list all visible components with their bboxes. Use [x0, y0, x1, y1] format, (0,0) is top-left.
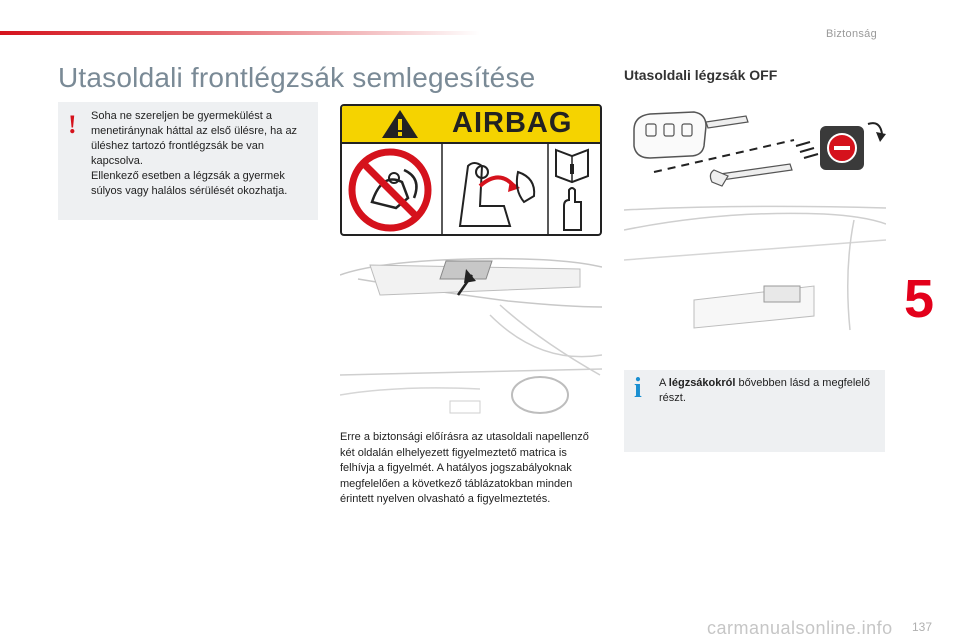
airbag-off-switch-icon	[820, 126, 864, 170]
info-icon: i	[634, 373, 642, 404]
warning-line-2: Ellenkező esetben a légzsák a gyermek súlyos vagy halálos sérülését okozhatja.	[91, 170, 288, 197]
no-child-seat-icon	[352, 152, 428, 228]
warning-box	[58, 102, 318, 220]
airbag-sticker-text: AIRBAG	[452, 107, 573, 139]
page-number: 137	[912, 620, 933, 634]
key-icon	[634, 112, 792, 186]
page-title: Utasoldali frontlégzsák semlegesítése	[58, 62, 536, 93]
warning-icon: !	[68, 110, 77, 139]
airbag-warning-sticker	[340, 104, 602, 236]
seat-airbag-deploy-icon	[460, 163, 534, 226]
section-label: Biztonság	[826, 28, 878, 40]
info-suffix: bővebben lásd a megfelelő részt.	[659, 377, 870, 404]
info-prefix: A	[659, 377, 669, 389]
direction-arrows-icon	[796, 142, 818, 158]
warning-text	[91, 109, 311, 199]
info-box	[624, 370, 885, 452]
info-link-text: légzsákokról	[668, 377, 736, 389]
info-text	[659, 376, 874, 406]
header-accent-bar	[0, 31, 480, 35]
airbag-sticker-pictograms	[342, 142, 600, 236]
key-switch-illustration	[624, 100, 886, 332]
body-paragraph: Erre a biztonsági előírásra az utasoldali napellenző két oldalán elhelyezett figyelmeztető matrica is felhívja a figyelmét. A hatályos jogszabályoknak megfelelően a következő táblázatokban minden érintett nyelven olvasható a figyelmeztetés.	[340, 431, 589, 505]
chapter-number: 5	[904, 269, 935, 329]
read-manual-icon	[556, 150, 588, 230]
warning-line-1: Soha ne szereljen be gyermekülést a menetiránynak háttal az első ülésre, ha az üléshez tartozó frontlégzsák be van kapcsolva.	[91, 110, 298, 167]
section-subtitle: Utasoldali légzsák OFF	[624, 67, 778, 83]
hazard-triangle-icon	[370, 106, 430, 142]
sun-visor-illustration	[340, 245, 602, 417]
airbag-sticker-header	[342, 106, 600, 144]
watermark: carmanualsonline.info	[707, 618, 893, 638]
